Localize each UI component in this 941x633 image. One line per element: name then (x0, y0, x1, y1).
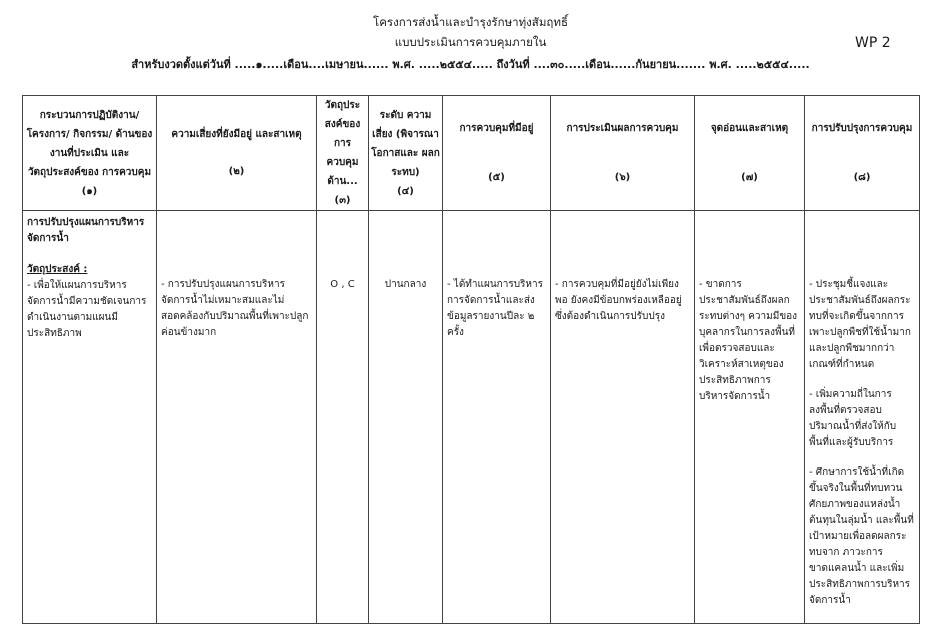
col-header-risk-level: ระดับ ความเสี่ยง (พิจารณา โอกาสและ ผลกระทบ) (๔) (369, 96, 443, 211)
risk-text: - การปรับปรุงแผนการบริหารจัดการน้ำไม่เหมาะสมและไม่สอดคล้องกับปริมาณพื้นที่เพาะปลูกค่อนข้างมาก (161, 279, 309, 338)
cell-existing-control (443, 211, 551, 624)
objective-label: วัตถุประสงค์ : (27, 264, 88, 275)
project-name: โครงการส่งน้ำและบำรุงรักษาทุ่งสัมฤทธิ์ (373, 15, 568, 29)
col-header-improvement: การปรับปรุงการควบคุม (๘) (805, 96, 920, 211)
evaluation-text: - การควบคุมที่มีอยู่ยังไม่เพียงพอ ยังคงมีข้อบกพร่องเหลืออยู่ ซึ่งต้องดำเนินการปรับปรุง (555, 279, 682, 322)
process-title: การปรับปรุงแผนการบริหารจัดการน้ำ (27, 217, 145, 244)
form-code: WP 2 (855, 35, 891, 51)
period-line: สำหรับงวดตั้งแต่วันที่ .....๑.....เดือน....เมษายน...... พ.ศ. .....๒๕๕๔..... ถึงวันที่ ....๓๐.....เดือน......กันยายน....... พ.ศ. .....๒๕๕๔..... (131, 58, 810, 71)
col-header-objective: วัตถุประ สงค์ของ การ ควบคุม ด้าน... (๓) (317, 96, 369, 211)
cell-risk-level (369, 211, 443, 624)
control-assessment-table (22, 95, 920, 624)
table-header-row (23, 96, 920, 211)
col-header-risk: ความเสี่ยงที่ยังมีอยู่ และสาเหตุ (๒) (157, 96, 317, 211)
col-header-existing-control: การควบคุมที่มีอยู่ (๕) (443, 96, 551, 211)
cell-evaluation (551, 211, 695, 624)
cell-objective-type (317, 211, 369, 624)
cell-process (23, 211, 157, 624)
table-row (23, 211, 920, 624)
col-header-process: กระบวนการปฏิบัติงาน/ โครงการ/ กิจกรรม/ ด้านของงานที่ประเมิน และวัตถุประสงค์ของ การควบคุม (๑) (23, 96, 157, 211)
objective-type: O , C (330, 279, 355, 290)
risk-level: ปานกลาง (384, 279, 427, 290)
cell-risk (157, 211, 317, 624)
col-header-evaluation: การประเมินผลการควบคุม (๖) (551, 96, 695, 211)
improvement-item: - เพิ่มความถี่ในการลงพื้นที่ตรวจสอบปริมาณน้ำที่ส่งให้กับพื้นที่และผู้รับบริการ (809, 389, 897, 448)
existing-control-text: - ได้ทำแผนการบริหารการจัดการน้ำและส่งข้อมูลรายงานปีละ ๒ ครั้ง (447, 279, 543, 338)
objective-text: - เพื่อให้แผนการบริหารจัดการน้ำมีความชัดเจนการดำเนินงานตามแผนมีประสิทธิภาพ (27, 280, 147, 339)
improvement-item: - ประชุมชี้แจงและประชาสัมพันธ์ถึงผลกระทบที่จะเกิดขึ้นจากการเพาะปลูกพืชที่ใช้น้ำมากและปลูกพืชมากกว่าเกณฑ์ที่กำหนด (809, 279, 911, 370)
improvement-item: - ศึกษาการใช้น้ำที่เกิดขึ้นจริงในพื้นที่ทบทวนศักยภาพของแหล่งน้ำต้นทุนในลุ่มน้ำ และพื้นที่เป้าหมายเพื่อลดผลกระทบจาก ภาวะการขาดแคลนน้ำ และเพิ่มประสิทธิภาพการบริหารจัดการน้ำ (809, 467, 914, 606)
cell-improvement (805, 211, 920, 624)
col-header-weakness: จุดอ่อนและสาเหตุ (๗) (695, 96, 805, 211)
cell-weakness (695, 211, 805, 624)
weakness-text: - ขาดการประชาสัมพันธ์ถึงผลกระทบต่างๆ ความมีของบุคลากรในการลงพื้นที่เพื่อตรวจสอบและวิเคราะห์สาเหตุของประสิทธิภาพการบริหารจัดการน้ำ (699, 279, 798, 402)
form-title: แบบประเมินการควบคุมภายใน (394, 35, 547, 49)
